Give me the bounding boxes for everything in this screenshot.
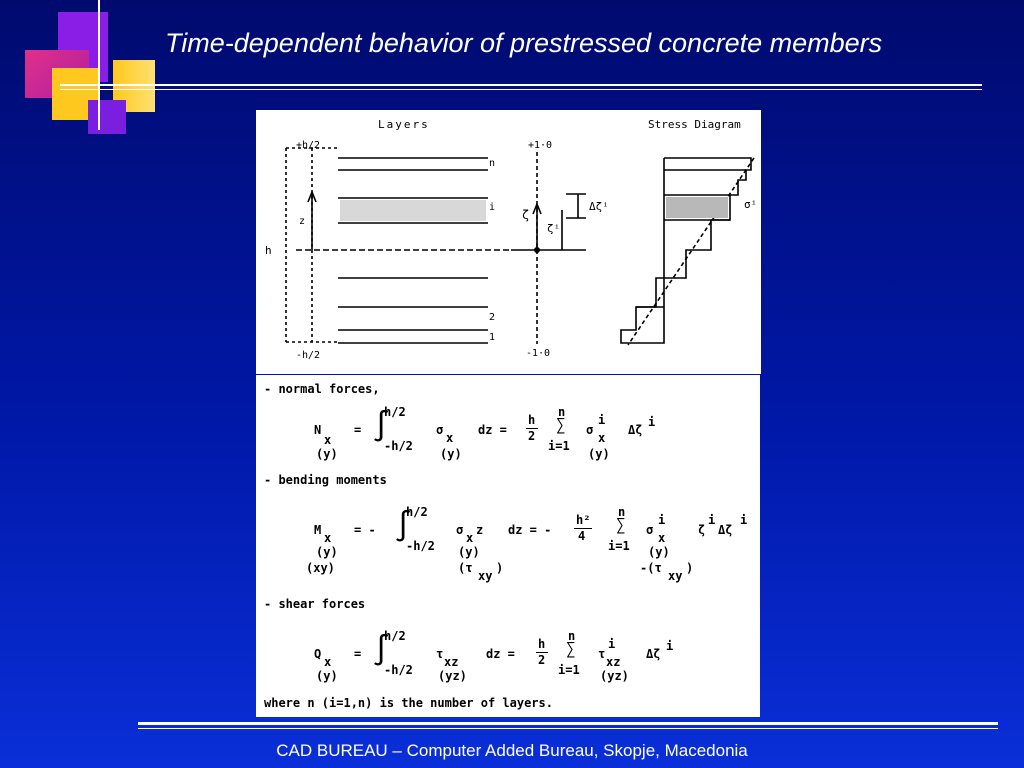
eq2-term-sub2: (y) xyxy=(648,545,670,559)
eq2-sum-top: n xyxy=(618,505,626,519)
eq3-tail-sup: i xyxy=(666,639,674,653)
eq2-tail: ζ xyxy=(698,523,706,537)
eq2-term-sub: x xyxy=(658,531,666,545)
delta-zeta-label: Δζⁱ xyxy=(589,200,609,213)
eq1-lower: -h/2 xyxy=(384,439,413,453)
eq2-lower: -h/2 xyxy=(406,539,435,553)
decor-vertical-line xyxy=(98,0,100,130)
equations-panel xyxy=(256,375,760,717)
eq1-sum-sign: ∑ xyxy=(556,415,566,434)
eq1-lhs-sub2: (y) xyxy=(316,447,338,461)
eq3-tail: Δζ xyxy=(646,647,661,661)
eq2-term-sub3: -(τ xyxy=(640,561,662,575)
eq1-frac-num: h xyxy=(528,413,536,427)
eq1-sum-bot: i=1 xyxy=(548,439,570,453)
eq2-lhs-sub: x xyxy=(324,531,332,545)
eq1-dz: dz = xyxy=(478,423,507,437)
shear-force-equation xyxy=(256,627,760,687)
eq2-tail2-sup: i xyxy=(740,513,748,527)
bending-moment-equation xyxy=(256,503,760,583)
top-label: +h/2 xyxy=(296,140,321,151)
eq3-integrand-sub: xz xyxy=(444,655,459,669)
layer-1-label: 1 xyxy=(489,332,496,343)
footer-rule-2 xyxy=(138,728,998,729)
eq3-integral: ∫ xyxy=(372,633,391,668)
where-note: where n (i=1,n) is the number of layers. xyxy=(264,696,553,710)
eq3-term-sub: xz xyxy=(606,655,621,669)
eq2-sum-sign: ∑ xyxy=(616,515,626,534)
height-label: h xyxy=(265,244,272,257)
z-label: z xyxy=(299,216,306,227)
slide-title: Time-dependent behavior of prestressed concrete members xyxy=(165,28,883,58)
shear-forces-heading: - shear forces xyxy=(264,597,366,611)
eq1-integrand: σ xyxy=(436,423,444,437)
eq3-term-sup: i xyxy=(608,637,616,651)
title-rule-2 xyxy=(60,89,982,90)
eq2-sum-bot: i=1 xyxy=(608,539,630,553)
eq3-equals: = xyxy=(354,647,362,661)
eq3-term: τ xyxy=(598,647,606,661)
eq1-upper: h/2 xyxy=(384,405,406,419)
footer-rule xyxy=(138,722,998,725)
eq2-term-sub3b: xy xyxy=(668,569,683,583)
eq1-integrand-sub2: (y) xyxy=(440,447,462,461)
eq2-integrand-sub2: (y) xyxy=(458,545,480,559)
eq2-integrand-sub3: (τ xyxy=(458,561,473,575)
eq1-lhs: N xyxy=(314,423,322,437)
eq2-integral: ∫ xyxy=(394,509,413,544)
layers-diagram xyxy=(256,110,761,374)
sigma-i-label: σⁱ xyxy=(744,198,758,211)
decor-violet-square xyxy=(88,100,126,134)
layers-figure xyxy=(256,110,761,374)
zeta-label: ζ xyxy=(522,208,530,222)
eq2-tail2: Δζ xyxy=(718,523,733,537)
eq2-equals: = - xyxy=(354,523,376,537)
bottom-label: -h/2 xyxy=(296,350,321,361)
eq1-equals: = xyxy=(354,423,362,437)
eq3-sum-sign: ∑ xyxy=(566,639,576,658)
footer-text: CAD BUREAU – Computer Added Bureau, Skopje, Macedonia xyxy=(276,741,748,760)
eq2-integrand-z: z xyxy=(476,523,484,537)
eq1-term-sub: x xyxy=(598,431,606,445)
layers-heading: Layers xyxy=(378,118,430,131)
eq3-sum-top: n xyxy=(568,629,576,643)
eq3-lhs-sub2: (y) xyxy=(316,669,338,683)
zeta-bottom-label: -1·0 xyxy=(526,348,551,359)
eq2-integrand-sub3b: xy xyxy=(478,569,493,583)
eq2-term-sup: i xyxy=(658,513,666,527)
eq1-tail: Δζ xyxy=(628,423,643,437)
eq3-lower: -h/2 xyxy=(384,663,413,677)
eq1-term-sup: i xyxy=(598,413,606,427)
eq3-dz: dz = xyxy=(486,647,515,661)
eq2-term: σ xyxy=(646,523,654,537)
normal-force-equation xyxy=(256,403,760,463)
eq1-frac-den: 2 xyxy=(528,429,536,443)
title-rule xyxy=(60,84,982,86)
eq2-lhs: M xyxy=(314,523,322,537)
eq3-upper: h/2 xyxy=(384,629,406,643)
eq2-integrand: σ xyxy=(456,523,464,537)
layer-2-label: 2 xyxy=(489,312,496,323)
normal-forces-heading: - normal forces, xyxy=(264,382,380,396)
layer-n-label: n xyxy=(489,158,496,169)
eq2-integrand-sub3c: ) xyxy=(496,561,504,575)
eq2-frac-num: h² xyxy=(576,513,591,527)
eq1-integral: ∫ xyxy=(372,409,391,444)
eq2-lhs-sub2: (y) xyxy=(316,545,338,559)
eq3-lhs: Q xyxy=(314,647,322,661)
eq2-upper: h/2 xyxy=(406,505,428,519)
eq3-lhs-sub: x xyxy=(324,655,332,669)
eq3-term-sub2: (yz) xyxy=(600,669,629,683)
zeta-i-label: ζⁱ xyxy=(547,222,561,235)
eq2-frac-den: 4 xyxy=(578,529,586,543)
bending-moments-heading: - bending moments xyxy=(264,473,387,487)
eq1-integrand-sub: x xyxy=(446,431,454,445)
layer-i-label: i xyxy=(489,202,496,213)
zeta-top-label: +1·0 xyxy=(528,140,553,151)
stress-heading: Stress Diagram xyxy=(648,118,741,131)
eq3-frac-den: 2 xyxy=(538,653,546,667)
eq2-integrand-sub: x xyxy=(466,531,474,545)
eq1-lhs-sub: x xyxy=(324,433,332,447)
eq2-term-sub3c: ) xyxy=(686,561,694,575)
eq1-term: σ xyxy=(586,423,594,437)
eq2-dz: dz = - xyxy=(508,523,552,537)
eq3-frac-num: h xyxy=(538,637,546,651)
eq1-tail-sup: i xyxy=(648,415,656,429)
eq1-sum-top: n xyxy=(558,405,566,419)
eq3-integrand-sub2: (yz) xyxy=(438,669,467,683)
eq2-tail-sup: i xyxy=(708,513,716,527)
eq3-integrand: τ xyxy=(436,647,444,661)
eq1-term-sub2: (y) xyxy=(588,447,610,461)
eq2-lhs-sub3: (xy) xyxy=(306,561,335,575)
eq3-sum-bot: i=1 xyxy=(558,663,580,677)
